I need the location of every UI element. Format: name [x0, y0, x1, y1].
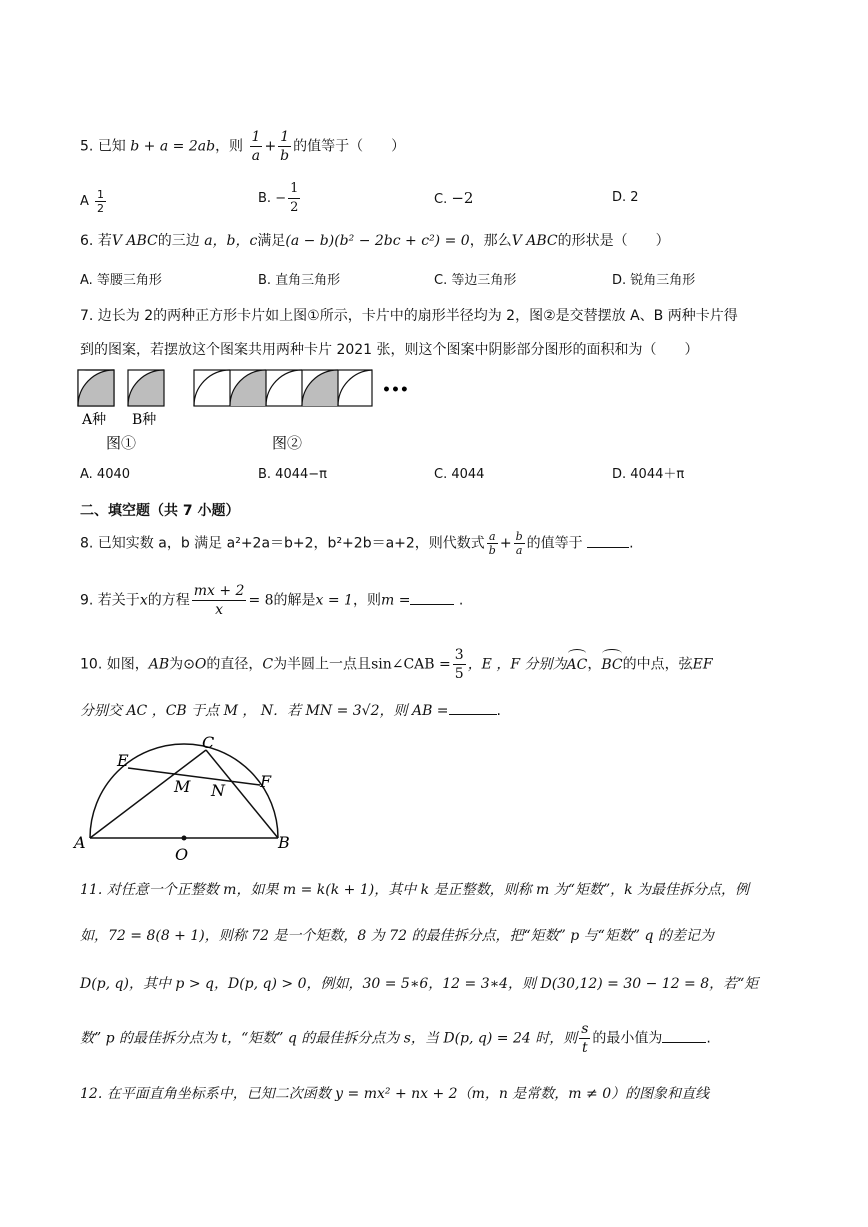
- q6-option-b: B. 直角三角形: [258, 273, 341, 288]
- q5-option-b: B. − $\frac{1}{2}$: [258, 181, 299, 215]
- q5-option-d: D. 2: [612, 190, 639, 205]
- figure-1-label: 图①: [106, 434, 137, 452]
- chord-ef: [128, 768, 260, 785]
- q10-line2: 分别交 AC ，CB 于点 M ， N．若 MN = 3√2，则 AB = .: [80, 700, 501, 721]
- pattern-continuation-dots: •••: [382, 382, 409, 398]
- q8-answer-blank: [587, 533, 629, 548]
- label-card-a: A种: [82, 412, 107, 428]
- q6-option-c: C. 等边三角形: [434, 273, 517, 288]
- q7-card-figure: [76, 366, 416, 456]
- q11-answer-blank: [662, 1028, 706, 1043]
- q7-line1: 7. 边长为 2的两种正方形卡片如上图①所示，卡片中的扇形半径均为 2，图②是交替摆放 A、B 两种卡片得: [80, 308, 738, 324]
- label-f: F: [260, 772, 272, 791]
- section-fill-in-blank-heading: 二、填空题（共 7 小题）: [80, 503, 240, 519]
- q7-option-b: B. 4044−π: [258, 467, 327, 482]
- q9-answer-blank: [410, 590, 454, 605]
- q10-semicircle-figure: [70, 730, 300, 865]
- label-n: N: [211, 781, 225, 800]
- label-c: C: [202, 733, 215, 752]
- label-m: M: [174, 777, 191, 796]
- label-e: E: [117, 751, 129, 770]
- q10-answer-blank: [449, 700, 497, 715]
- q6-stem: 6. 若V ABC的三边 a，b，c满足(a − b)(b² − 2bc + c²) = 0，那么V ABC的形状是（ ）: [80, 233, 670, 249]
- center-point-o: [182, 836, 187, 841]
- card-b: [128, 370, 164, 406]
- q8-stem: 8. 已知实数 a，b 满足 a²+2a＝b+2，b²+2b＝a+2，则代数式 $\frac{a}{b}$ + $\frac{b}{a}$ 的值等于 .: [80, 530, 634, 557]
- card-a: [78, 370, 114, 406]
- q11-line1: 11. 对任意一个正整数 m，如果 m = k(k + 1)，其中 k 是正整数，则称 m 为“矩数”，k 为最佳拆分点，例: [80, 882, 750, 898]
- q7-option-a: A. 4040: [80, 467, 131, 482]
- q5-stem: 5. 已知 b + a = 2ab，则 $\frac{1}{a}$ + $\frac{1}{b}$ 的值等于（ ）: [80, 129, 406, 164]
- q11-line3: D(p, q)，其中 p > q，D(p, q) > 0，例如，30 = 5∗6，12 = 3∗4，则 D(30,12) = 30 − 12 = 8，若“矩: [80, 976, 759, 992]
- label-o: O: [175, 845, 189, 864]
- q9-stem: 9. 若关于x的方程 $\frac{mx + 2}{x}$ = 8的解是x = 1，则m = .: [80, 583, 464, 618]
- q7-option-d: D. 4044＋π: [612, 467, 685, 482]
- q11-line2: 如，72 = 8(8 + 1)，则称 72 是一个矩数，8 为 72 的最佳拆分点，把“矩数” p 与“矩数” q 的差记为: [80, 928, 714, 944]
- q6-option-a: A. 等腰三角形: [80, 273, 162, 288]
- q7-option-c: C. 4044: [434, 467, 485, 482]
- q7-line2: 到的图案，若摆放这个图案共用两种卡片 2021 张，则这个图案中阴影部分图形的面积和为（ ）: [80, 342, 699, 358]
- q5-option-a: A $\frac{1}{2}$: [80, 188, 105, 215]
- label-b: B: [278, 833, 290, 852]
- label-a: A: [74, 833, 86, 852]
- q11-line4: 数” p 的最佳拆分点为 t，“矩数” q 的最佳拆分点为 s，当 D(p, q) = 24 时，则 $\frac{s}{t}$ 的最小值为 .: [80, 1021, 711, 1056]
- label-card-b: B种: [132, 412, 157, 428]
- q6-option-d: D. 锐角三角形: [612, 273, 696, 288]
- figure-2-label: 图②: [272, 434, 303, 452]
- q12-line1: 12. 在平面直角坐标系中，已知二次函数 y = mx² + nx + 2（m，n 是常数，m ≠ 0）的图象和直线: [80, 1086, 710, 1102]
- q5-option-c: C. −2: [434, 189, 474, 207]
- q10-line1: 10. 如图，AB为⊙O的直径，C为半圆上一点且sin∠CAB = $\frac{3}{5}$ ，E ，F 分别为AC，BC的中点，弦EF: [80, 647, 713, 682]
- card-pattern: [194, 370, 372, 406]
